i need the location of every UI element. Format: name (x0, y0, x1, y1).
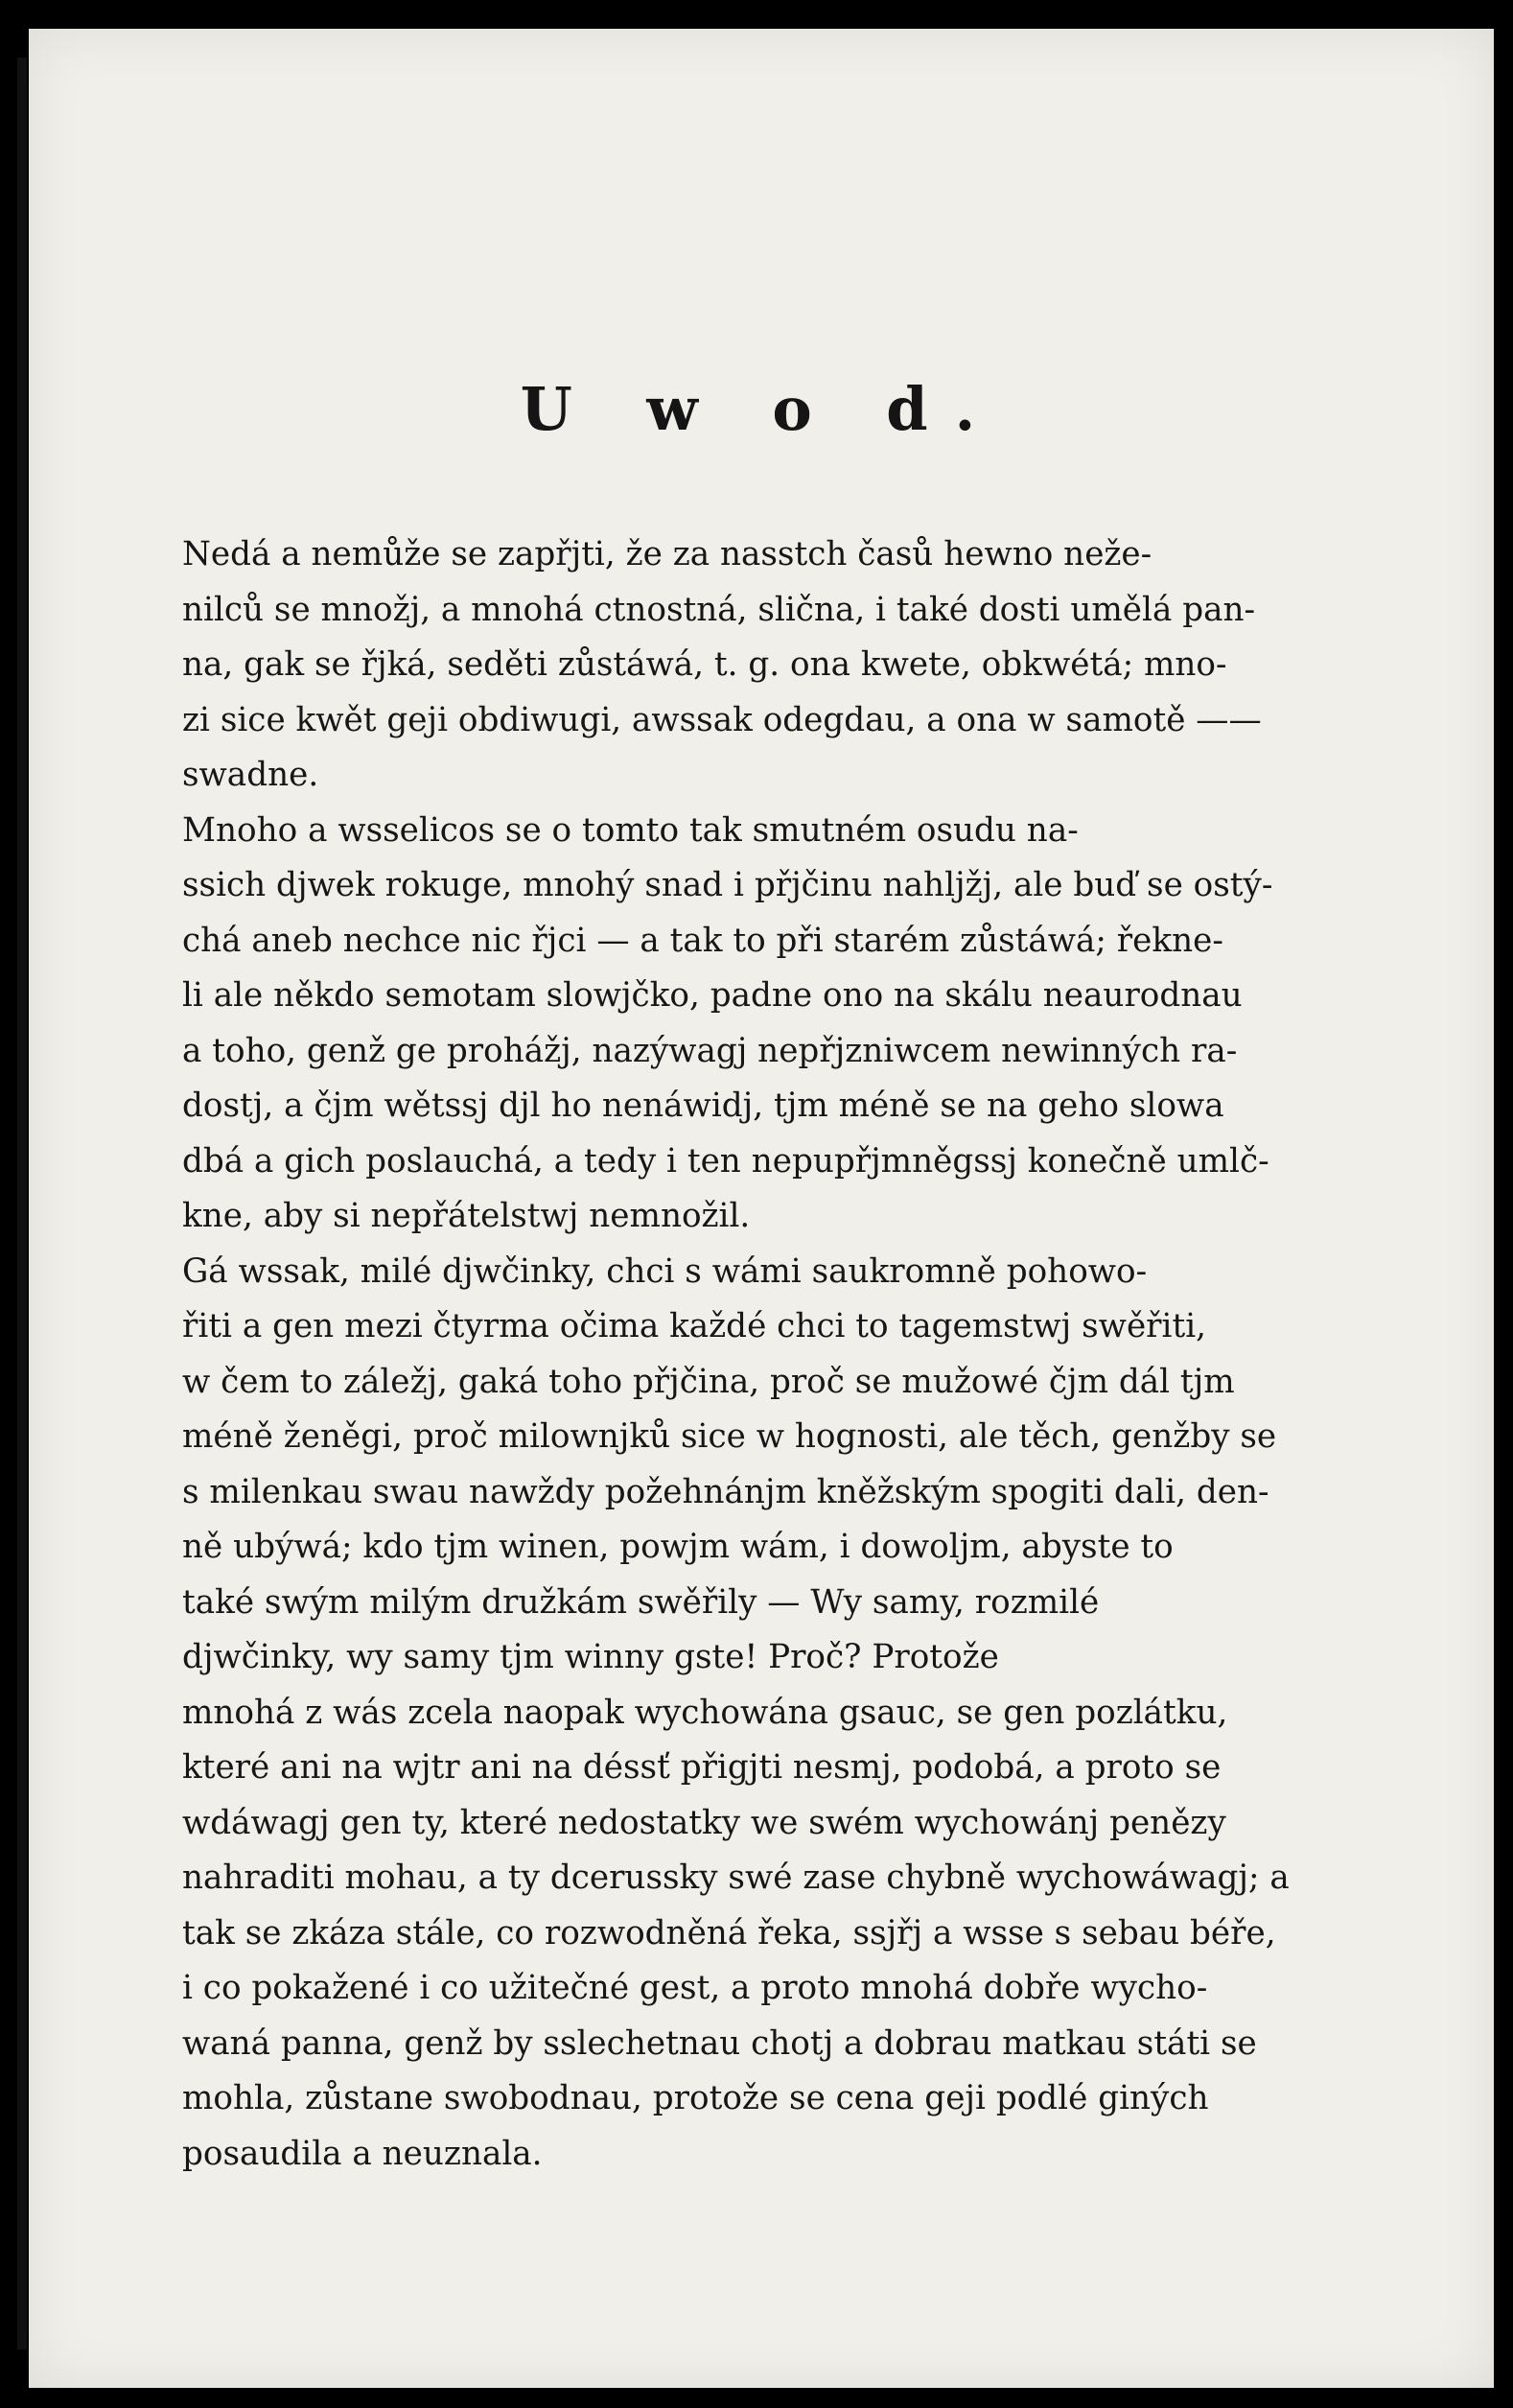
text-line: řiti a gen mezi čtyrma očima každé chci to tagemstwj swěřiti, (182, 1307, 1206, 1345)
text-line: li ale někdo semotam slowjčko, padne ono na skálu neaurodnau (182, 976, 1243, 1015)
text-line: také swým milým družkám swěřily — Wy samy, rozmilé (182, 1582, 1100, 1622)
text-line: waná panna, genž by sslechetnau chotj a dobrau matkau státi se (182, 2023, 1257, 2063)
text-line: wdáwagj gen ty, které nedostatky we swém wychowánj penězy (182, 1803, 1226, 1842)
text-line: ně ubýwá; kdo tjm winen, powjm wám, i dowoljm, abyste to (182, 1528, 1174, 1566)
text-line: které ani na wjtr ani na déssť přigjti nesmj, podobá, a proto se (182, 1748, 1222, 1787)
text-line: s milenkau swau nawždy požehnánjm kněžským spogiti dali, den- (182, 1472, 1269, 1511)
text-line: swadne. (182, 756, 319, 794)
text-line: kne, aby si nepřátelstwj nemnožil. (182, 1197, 751, 1235)
text-line: méně ženěgi, proč milownjků sice w hognosti, ale těch, genžby se (182, 1417, 1277, 1456)
text-line: nilců se množj, a mnohá ctnostná, slična, i také dosti umělá pan- (182, 590, 1256, 629)
chapter-heading: U w o d. (520, 374, 1003, 444)
text-line: zi sice kwět geji obdiwugi, awssak odegdau, a ona w samotě —— (182, 700, 1262, 739)
text-line: na, gak se řjká, seděti zůstáwá, t. g. ona kwete, obkwétá; mno- (182, 645, 1227, 684)
text-line: Gá wssak, milé djwčinky, chci s wámi saukromně pohowo- (182, 1251, 1148, 1291)
text-line: mohla, zůstane swobodnau, protože se cena geji podlé giných (182, 2079, 1209, 2117)
text-line: Nedá a nemůže se zapřjti, že za nasstch časů hewno neže- (182, 535, 1152, 573)
text-line: Mnoho a wsselicos se o tomto tak smutném osudu na- (182, 810, 1079, 850)
text-line: nahraditi mohau, a ty dcerussky swé zase chybně wychowáwagj; a (182, 1859, 1290, 1897)
text-line: a toho, genž ge prohážj, nazýwagj nepřjzniwcem newinných ra- (182, 1031, 1238, 1070)
body-text (182, 527, 1323, 2182)
text-line: chá aneb nechce nic řjci — a tak to při starém zůstáwá; řekne- (182, 921, 1223, 960)
text-line: i co pokažené i co užitečné gest, a proto mnohá dobře wycho- (182, 1969, 1208, 2007)
text-line: ssich djwek rokuge, mnohý snad i přjčinu nahljžj, ale buď se ostý- (182, 866, 1273, 904)
text-line: mnohá z wás zcela naopak wychowána gsauc, se gen pozlátku, (182, 1693, 1228, 1732)
text-line: tak se zkáza stále, co rozwodněná řeka, ssjřj a wsse s sebau béře, (182, 1913, 1276, 1952)
text-line: dostj, a čjm wětssj djl ho nenáwidj, tjm méně se na geho slowa (182, 1087, 1224, 1125)
text-line: w čem to záležj, gaká toho přjčina, proč se mužowé čjm dál tjm (182, 1362, 1235, 1401)
paper-sheet (29, 29, 1494, 2388)
text-line: djwčinky, wy samy tjm winny gste! Proč? Protože (182, 1638, 999, 1676)
text-line: posaudila a neuznala. (182, 2134, 543, 2173)
binding-edge (17, 58, 27, 2350)
text-line: dbá a gich poslauchá, a tedy i ten nepupřjmněgssj konečně umlč- (182, 1141, 1269, 1181)
